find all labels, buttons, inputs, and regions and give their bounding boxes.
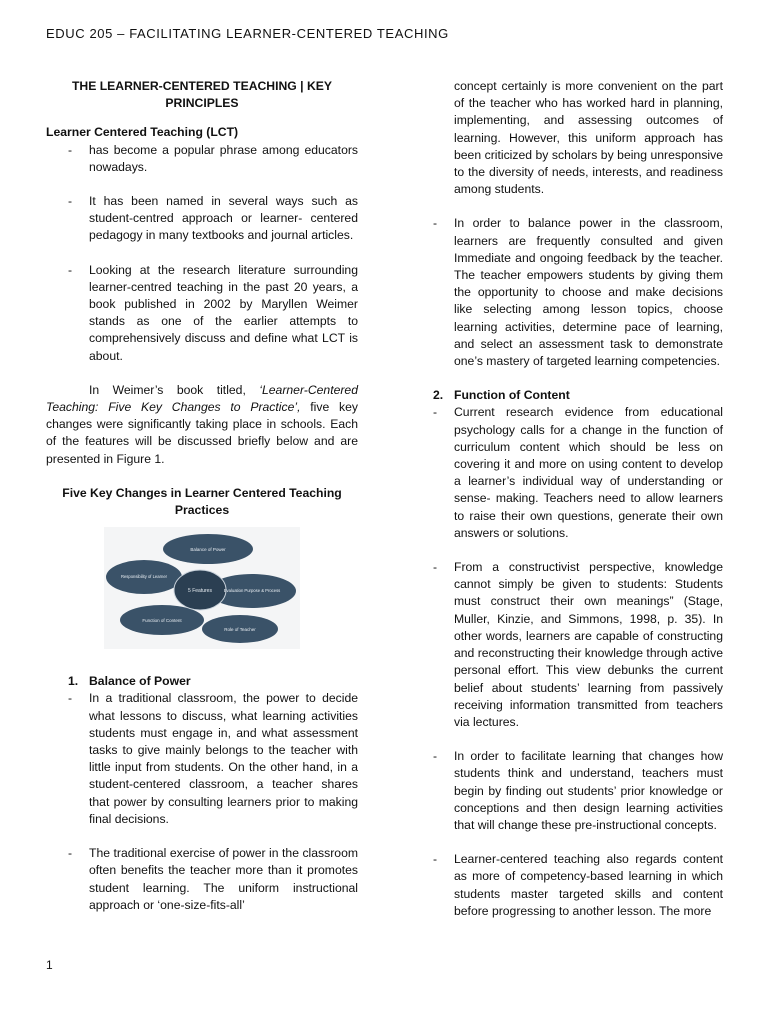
page-title: THE LEARNER-CENTERED TEACHING | KEY PRINCIPLES	[71, 79, 333, 111]
section-1-bullet: - In a traditional classroom, the power to decide what lessons to discuss, what learning activities students must engage in, and what assessment tasks to give mainly belongs to the teacher with little input from students. On the other hand, in a student-centered classroom, a teacher shares that power by consulting learners prior to making final decisions.	[68, 691, 358, 826]
function-of-content-label: Function of Content	[142, 618, 182, 624]
weimer-paragraph: In Weimer’s book titled, ‘Learner-Centered Teaching: Five Key Changes to Practice’, five key changes were significantly taking place in schools. Each of the features will be discussed briefly below and are presented in Figure 1.	[46, 382, 358, 466]
lct-heading: Learner Centered Teaching (LCT)	[46, 125, 239, 140]
balance-of-power-label: Balance of Power	[190, 547, 226, 553]
section-1-heading: 1. Balance of Power	[68, 674, 191, 689]
book-title: ‘Learner-Centered Teaching: Five Key Changes to Practice’,	[46, 382, 358, 415]
section-1-bullet: - In order to balance power in the classroom, learners are frequently consulted and given Immediate and ongoing feedback by the teacher. The teacher empowers students by giving them the opportunity to choose and make decisions like selecting among lesson topics, choose learning activities, determine pace of learning, and select an assessment task to demonstrate one’s mastery of targeted learning competencies.	[433, 216, 723, 369]
right-column	[411, 78, 723, 937]
responsibility-of-learner-label: Responsibility of Learner	[120, 574, 168, 580]
left-column	[46, 78, 358, 931]
section-2-bullet: - Current research evidence from educational psychology calls for a change in the function of curriculum content which should be less on covering it and more on using content to develop a learner’s individual way of understanding or sense- making. Teachers need to allow learners to raise their own questions, generate their own answers or solutions.	[433, 405, 723, 540]
role-of-teacher-label: Role of Teacher	[224, 627, 256, 633]
continued-paragraph: concept certainly is more convenient on the part of the teacher who has worked hard in planning, implementing, and assessing outcomes of learning. However, this uniform approach has been criticized by scholars by being unresponsive to the diversity of needs, interests, and readiness among students.	[454, 79, 723, 197]
figure-title: Five Key Changes in Learner Centered Teaching Practices	[62, 485, 342, 518]
center-node-label: 5 Features	[188, 588, 212, 595]
section-2-bullet: - In order to facilitate learning that changes how students think and understand, teachers must begin by finding out students’ prior knowledge or conceptions and then design learning activities that will change these pre-instructional concepts.	[433, 749, 723, 832]
document-header: EDUC 205 – FACILITATING LEARNER-CENTERED TEACHING	[46, 26, 449, 41]
section-2-bullet: - From a constructivist perspective, knowledge cannot simply be given to students: Students must construct their own meanings” (Stage, Muller, Kinzie, and Simmons, 1998, p. 35). In other words, learners are capable of constructing and reconstructing their knowledge through active personal effort. This view debunks the current belief about students’ learning from passively receiving information transmitted from teachers via lectures.	[433, 560, 723, 729]
page-number: 1	[46, 958, 53, 972]
lct-bullet: - Looking at the research literature surrounding learner-centred teaching in the past 20 years, a book published in 2002 by Maryllen Weimer stands as one of the earlier attempts to comprehensively discuss and define what LCT is about.	[68, 262, 358, 363]
evaluation-purpose-label: Evaluation Purpose & Process	[223, 588, 281, 594]
lct-bullet: - has become a popular phrase among educators nowadays.	[68, 142, 358, 174]
section-2-heading: 2. Function of Content	[433, 388, 570, 403]
section-1-bullet: - The traditional exercise of power in the classroom often benefits the teacher more than it promotes student learning. The uniform instructional approach or ‘one-size-fits-all’	[68, 846, 358, 912]
five-features-diagram	[104, 527, 300, 649]
section-2-bullet: - Learner-centered teaching also regards content as more of competency-based learning in which students master targeted skills and content before progressing to another lesson. The more	[433, 852, 723, 918]
lct-bullet: - It has been named in several ways such as student-centred approach or learner- centered pedagogy in many textbooks and journal articles.	[68, 194, 358, 243]
